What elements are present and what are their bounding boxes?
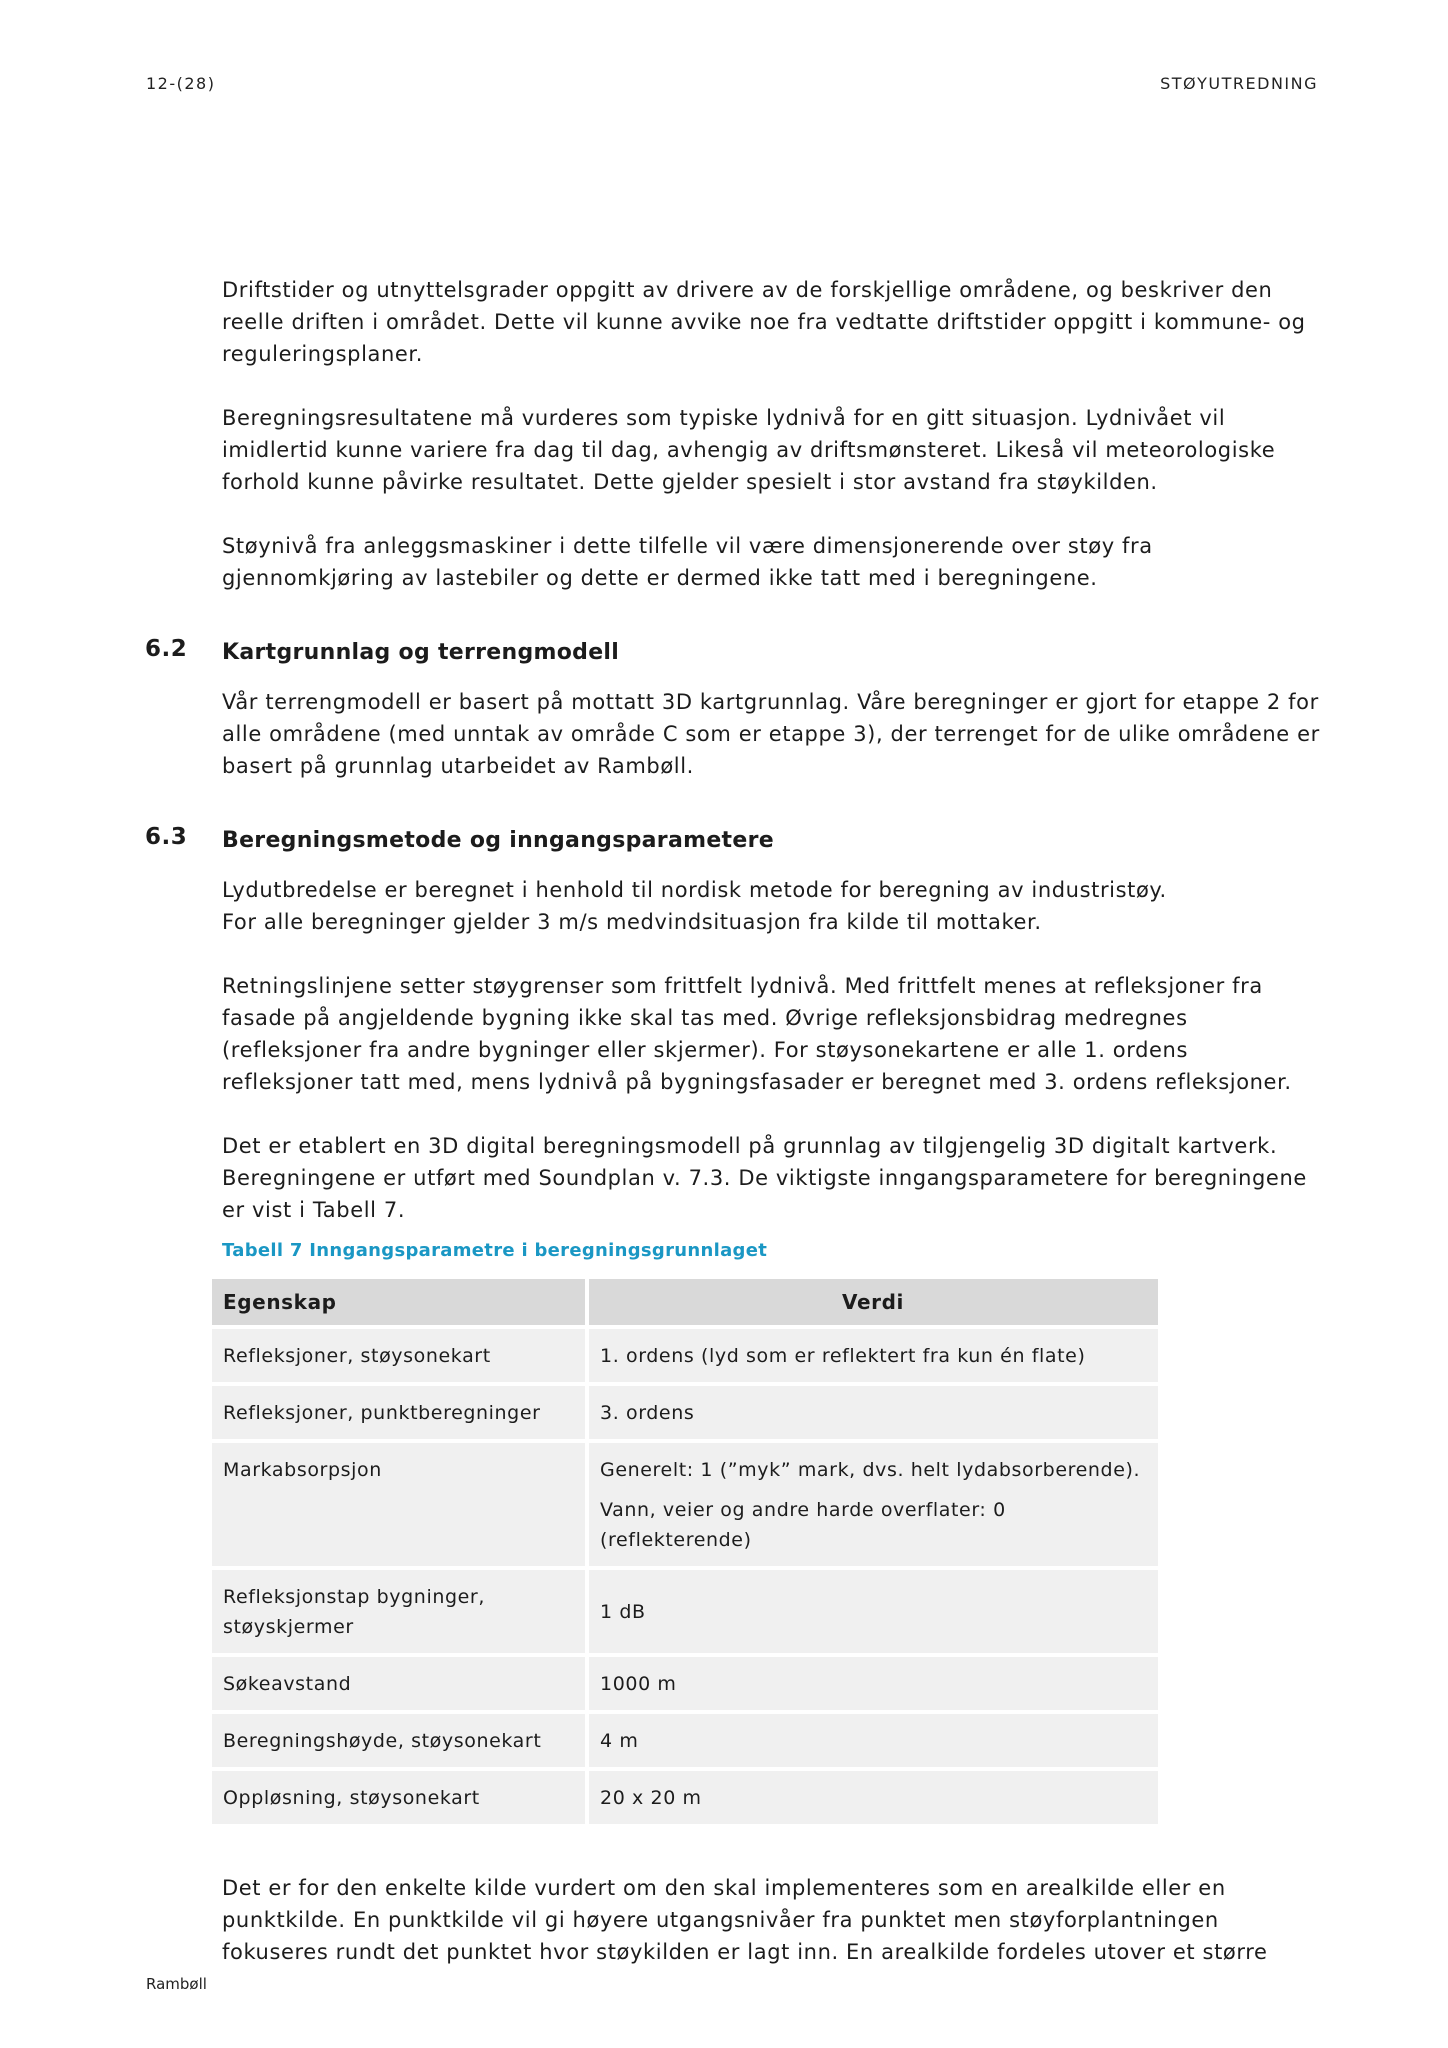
column-header-value: Verdi (589, 1279, 1158, 1325)
value-cell: 1 dB (589, 1570, 1158, 1653)
paragraph: Det er for den enkelte kilde vurdert om den skal implementeres som en arealkilde eller en punktkilde. En punktkilde vil gi høyere utgangsnivåer fra punktet men støyforplantningen fokuseres rundt det punktet hvor støykilden er lagt inn. En arealkilde fordeles utover et større (222, 1876, 1268, 1964)
paragraph: Driftstider og utnyttelsgrader oppgitt av drivere av de forskjellige områdene, og beskriver den reelle driften i området. Dette vil kunne avvike noe fra vedtatte driftstider oppgitt i kommune- og reguleringsplaner. (222, 278, 1306, 366)
value-cell: 20 x 20 m (589, 1771, 1158, 1824)
paragraph: Det er etablert en 3D digital beregningsmodell på grunnlag av tilgjengelig 3D digitalt kartverk. Beregningene er utført med Soundplan v. 7.3. De viktigste inngangsparametere for beregningene er vist i Tabell 7. (222, 1134, 1307, 1222)
table-row (212, 1386, 1158, 1439)
table-row (212, 1443, 1158, 1566)
value-cell: 4 m (589, 1714, 1158, 1767)
section-title: Beregningsmetode og inngangsparametere (222, 828, 774, 853)
value-cell: 3. ordens (589, 1386, 1158, 1439)
value-line: Generelt: 1 (”myk” mark, dvs. helt lydabsorberende). (600, 1459, 1141, 1481)
property-cell: Markabsorpsjon (212, 1443, 585, 1566)
paragraph: Beregningsresultatene må vurderes som typiske lydnivå for en gitt situasjon. Lydnivået vil imidlertid kunne variere fra dag til dag, avhengig av driftsmønsteret. Likeså vil meteorologiske forhold kunne påvirke resultatet. Dette gjelder spesielt i stor avstand fra støykilden. (222, 406, 1276, 494)
paragraph: Retningslinjene setter støygrenser som frittfelt lydnivå. Med frittfelt menes at refleksjoner fra fasade på angjeldende bygning ikke skal tas med. Øvrige refleksjonsbidrag medregnes (refleksjoner fra andre bygninger eller skjermer). For støysonekartene er alle 1. ordens refleksjoner tatt med, mens lydnivå på bygningsfasader er beregnet med 3. ordens refleksjoner. (222, 974, 1292, 1094)
property-cell: Oppløsning, støysonekart (212, 1771, 585, 1824)
property-cell: Refleksjonstap bygninger, støyskjermer (212, 1570, 585, 1653)
paragraph: Støynivå fra anleggsmaskiner i dette tilfelle vil være dimensjonerende over støy fra gjennomkjøring av lastebiler og dette er dermed ikke tatt med i beregningene. (222, 534, 1153, 590)
section-heading-6-2 (145, 636, 1322, 674)
paragraph: Vår terrengmodell er basert på mottatt 3D kartgrunnlag. Våre beregninger er gjort for etappe 2 for alle områdene (med unntak av område C som er etappe 3), der terrenget for de ulike områdene er basert på grunnlag utarbeidet av Rambøll. (222, 690, 1320, 778)
section-heading-6-3 (145, 824, 1322, 862)
table-row (212, 1771, 1158, 1824)
table-row (212, 1570, 1158, 1653)
value-line: Vann, veier og andre harde overflater: 0 (reflekterende) (600, 1499, 1006, 1551)
section-title: Kartgrunnlag og terrengmodell (222, 640, 620, 665)
value-cell: 1000 m (589, 1657, 1158, 1710)
table-row (212, 1714, 1158, 1767)
value-cell: 1. ordens (lyd som er reflektert fra kun én flate) (589, 1329, 1158, 1382)
page-number: 12-(28) (146, 74, 216, 93)
table-row (212, 1657, 1158, 1710)
property-cell: Refleksjoner, støysonekart (212, 1329, 585, 1382)
table-caption: Tabell 7 Inngangsparametre i beregningsgrunnlaget (222, 1240, 768, 1261)
section-number: 6.3 (145, 824, 188, 850)
footer-company: Rambøll (146, 1975, 207, 1993)
page-content (145, 274, 1322, 1968)
value-cell (589, 1443, 1158, 1566)
parameters-table (208, 1275, 1162, 1828)
document-title: STØYUTREDNING (1160, 74, 1318, 93)
property-cell: Beregningshøyde, støysonekart (212, 1714, 585, 1767)
table-header-row (212, 1279, 1158, 1325)
property-cell: Søkeavstand (212, 1657, 585, 1710)
section-number: 6.2 (145, 636, 188, 662)
property-cell: Refleksjoner, punktberegninger (212, 1386, 585, 1439)
table-row (212, 1329, 1158, 1382)
paragraph (222, 874, 1322, 938)
paragraph-line: For alle beregninger gjelder 3 m/s medvindsituasjon fra kilde til mottaker. (222, 910, 1042, 934)
column-header-property: Egenskap (212, 1279, 585, 1325)
paragraph-line: Lydutbredelse er beregnet i henhold til nordisk metode for beregning av industristøy. (222, 878, 1167, 902)
